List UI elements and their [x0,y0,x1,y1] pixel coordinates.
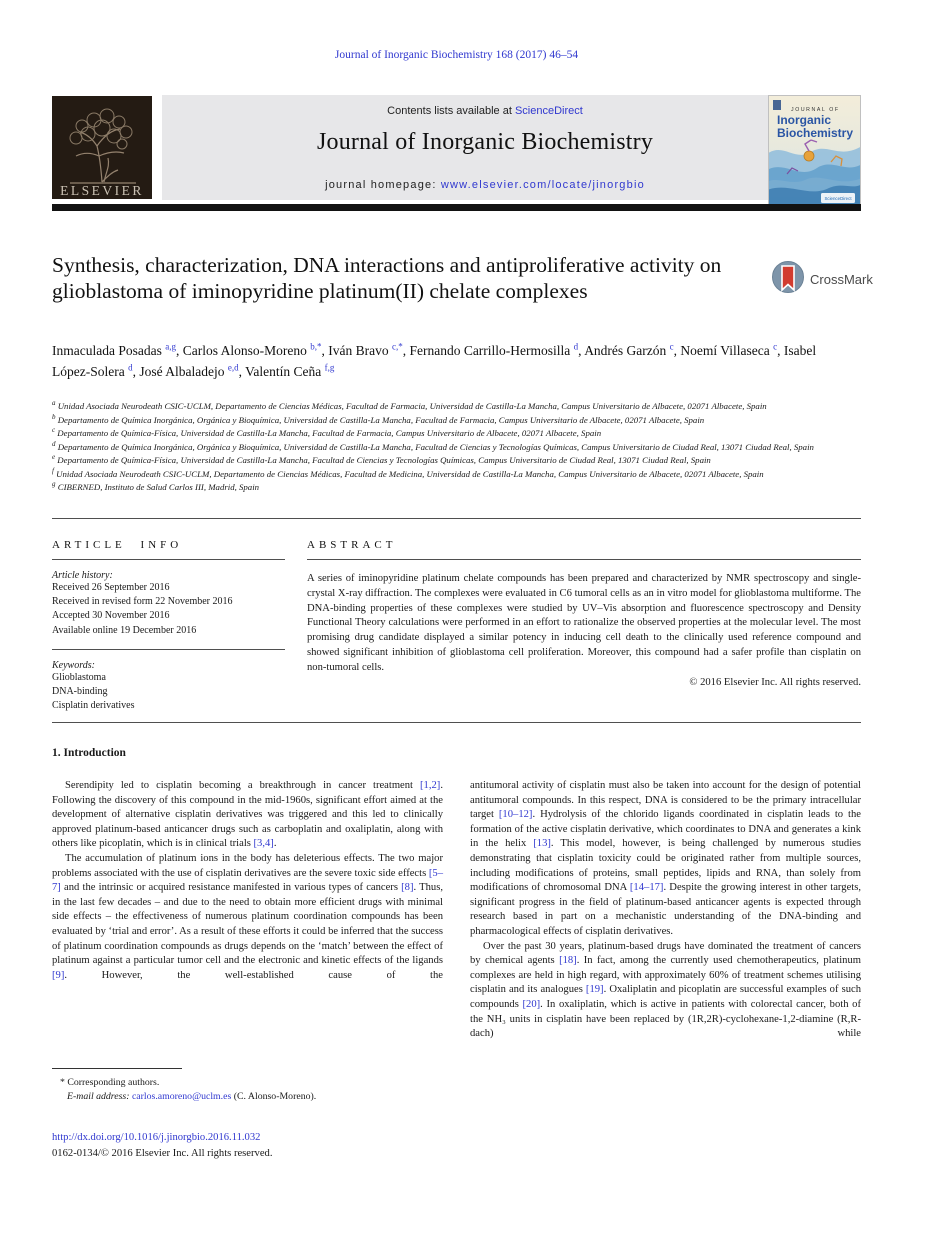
journal-citation[interactable]: Journal of Inorganic Biochemistry 168 (2017) 46–54 [334,49,579,61]
footnote-line2 [52,1090,443,1104]
intro-paragraph-1: Serendipity led to cisplatin becoming a breakthrough in cancer treatment [1,2]. Following the discovery of this compound in the mid-1960s, significant effort aimed at the development of alternative cisplatin derivatives was triggered and this led to clinically approved platinum-based anticancer drugs such as carboplatin and oxaliplatin, along with others like picoplatin, which is in clinical trials [3,4]. [52,780,443,850]
intro-paragraph-4: Over the past 30 years, platinum-based drugs have dominated the treatment of cancers by chemical agents [18]. In fact, among the currently used chemotherapeutics, platinum complexes are held in high regard, with approximately 60% of treatment schemes utilising cisplatin and its analogues [19]. Oxaliplatin and picoplatin are successful examples of such compounds [20]. In oxaliplatin, which is active in patients with colorectal cancer, both of the NH₃ units in cisplatin have been replaced by (1R,2R)-cyclohexane-1,2-diamine (R,R-dach) while [470,940,861,1040]
abstract-text: A series of iminopyridine platinum chelate compounds has been prepared and characterized by NMR spectroscopy and single-crystal X-ray diffraction. The complexes were evaluated in C6 tumoral cells as an in vitro model for glioblastoma multiforme. The DNA-binding properties of these complexes were studied by UV–Vis absorption and fluorescence spectroscopy and Density Functional Theory calculations were performed in an effort to rationalize the observed properties at the molecular level. The most promising drug candidate displayed a similar potency in inducing cell death to the clinically used reference compound and showed significant inhibition of glioblastoma cell proliferation. Moreover, this compound had a safer profile than cisplatin on non-tumoral cells. [307,573,861,673]
affiliation-line: $^c$ Departamento de Química-Física, Universidad de Castilla-La Mancha, Facultad de Farmacia, Campus Universitario de Albacete, 02071 Albacete, Spain [52,426,602,438]
journal-header [52,95,861,200]
affiliation-list [52,399,861,494]
keyword-lines: Glioblastoma DNA-binding Cisplatin derivatives [52,671,135,712]
elsevier-tree-icon [52,96,152,199]
abstract-column [307,539,861,688]
introduction-heading: 1. Introduction [52,747,126,759]
crossmark-badge[interactable] [771,260,875,298]
article-info-heading: ARTICLE INFO [52,539,183,551]
section-rule-mid [52,722,861,723]
corresponding-email-link[interactable]: carlos.amoreno@uclm.es [131,1091,232,1103]
section-rule-top [52,518,861,519]
crossmark-icon [771,260,805,298]
issn-copyright-line: 0162-0134/© 2016 Elsevier Inc. All rights reserved. [52,1147,273,1159]
footnote-rule [52,1068,182,1069]
abstract-copyright: © 2016 Elsevier Inc. All rights reserved. [689,676,861,688]
affiliation-line: $^f$ Unidad Asociada Neurodeath CSIC-UCLM, Departamento de Ciencias Médicas, Facultad de Medicina, Universidad de Castilla-La Mancha, Campus Universitario de Albacete, 02071 Albacete, Spain [52,466,764,479]
article-title: Synthesis, characterization, DNA interactions and antiproliferative activity on glioblastoma of iminopyridine platinum(II) chelate complexes [52,253,722,304]
page-footer [52,1130,272,1162]
svg-text:Inorganic: Inorganic [777,113,832,127]
keywords-rule [52,649,285,650]
affiliation-line: $^g$ CIBERNED, Instituto de Salud Carlos III, Madrid, Spain [52,480,260,493]
body-column-right [470,779,861,1042]
svg-text:Biochemistry: Biochemistry [777,126,854,140]
homepage-prefix: journal homepage: [325,179,441,191]
affiliation-line: $^b$ Departamento de Química Inorgánica, Orgánica y Bioquímica, Universidad de Castilla-La Mancha, Facultad de Farmacia, Campus Universitario de Albacete, 02071 Albacete, Spain [52,412,705,425]
svg-text:ScienceDirect: ScienceDirect [824,196,852,201]
svg-text:JOURNAL OF: JOURNAL OF [791,107,840,113]
sciencedirect-link[interactable]: ScienceDirect [514,105,583,117]
abstract-heading: ABSTRACT [307,539,397,551]
affiliation-line: $^d$ Departamento de Química Inorgánica, Orgánica y Bioquímica, Universidad de Castilla-La Mancha, Facultad de Ciencias y Tecnologías Químicas, Campus Universitario de Ciudad Real, 13071 Ciudad Real, Spain [52,439,814,452]
header-divider-bar [52,204,861,211]
intro-paragraph-2: The accumulation of platinum ions in the body has deleterious effects. The two major problems associated with the use of cisplatin derivatives are the severe toxic side effects [5–7] and the intrinsic or acquired resistance manifested in various types of cancers [8]. Thus, in the last few decades – and due to the need to obtain more efficient drugs with minimal side effects – the effectiveness of numerous platinum coordination compounds has been evaluated by ‘trial and error’. As a result of these efforts it could be inferred that the success of platinum coordination compounds as drugs depends on the ‘match’ between the effect of platinum against a particular tumor cell and the electronic and kinetic effects of the ligands [9]. However, the well-established cause of the [52,852,443,981]
journal-homepage-link[interactable]: www.elsevier.com/locate/jinorgbio [440,179,645,191]
email-label: E-mail address: [67,1091,130,1103]
history-label: Article history: [52,570,113,581]
article-info-column [52,539,285,713]
article-info-rule [52,559,285,560]
journal-cover-thumbnail[interactable] [768,95,861,209]
header-band [162,95,808,200]
affiliation-line: $^e$ Departamento de Química-Física, Universidad de Castilla-La Mancha, Facultad de Ciencias y Tecnologías Químicas, Campus Universitario de Ciudad Real, 13071 Ciudad Real, Spain [52,453,711,466]
affiliation-line: $^a$ Unidad Asociada Neurodeath CSIC-UCLM, Departamento de Ciencias Médicas, Facultad de Farmacia, Universidad de Castilla-La Mancha, Campus Universitario de Albacete, 02071 Albacete, Spain [52,399,767,411]
homepage-line [162,179,808,191]
elsevier-logo[interactable] [52,96,152,199]
corresponding-author-footnote [52,1068,443,1104]
journal-title: Journal of Inorganic Biochemistry [316,129,654,155]
intro-paragraph-3: antitumoral activity of cisplatin must also be taken into account for the design of potential antitumoral compounds. In this respect, DNA is considered to be the primary intracellular target [10–12]. Hydrolysis of the chlorido ligands coordinated in cisplatin leads to the formation of the active cisplatin derivative, which coordinates to DNA and generates a kink in the helix [13]. This model, however, is being challenged by numerous studies demonstrating that cisplatin toxicity could be originated rather from multiple sources, including modifications of proteins, small peptides, lipids and RNA, than solely from modifications of chromosomal DNA [14–17]. Despite the growing interest in other targets, significant progress in the field of platinum-based anticancer agents is expected through research based in part on a mechanistic understanding of the DNA-binding and pharmacological effects of cisplatin derivatives. [470,780,862,937]
email-suffix: (C. Alonso-Moreno). [231,1091,317,1103]
contents-line [162,105,808,117]
abstract-rule [307,559,861,560]
journal-cover-art [769,96,860,208]
svg-text:ELSEVIER: ELSEVIER [60,183,144,198]
author-list: Inmaculada Posadas $^{a,g}$, Carlos Alonso-Moreno $^{b,*}$, Iván Bravo $^{c,*}$, Fernando Carrillo-Hermosilla $^d$, Andrés Garzón $^c$, Noemí Villaseca $^c$, Isabel López-Solera $^d$, José Albaladejo $^{e,d}$, Valentín Ceña $^{f,g}$ [52,341,817,379]
footnote-line1: * Corresponding authors. [60,1077,160,1088]
contents-prefix: Contents lists available at [387,105,515,117]
crossmark-label: CrossMark [810,271,873,287]
keywords-label: Keywords: [52,659,95,671]
doi-link[interactable]: http://dx.doi.org/10.1016/j.jinorgbio.2016.11.032 [52,1132,261,1143]
history-lines: Received 26 September 2016 Received in revised form 22 November 2016 Accepted 30 November 2016 Available online 19 December 2016 [52,582,233,636]
body-column-left [52,779,443,983]
